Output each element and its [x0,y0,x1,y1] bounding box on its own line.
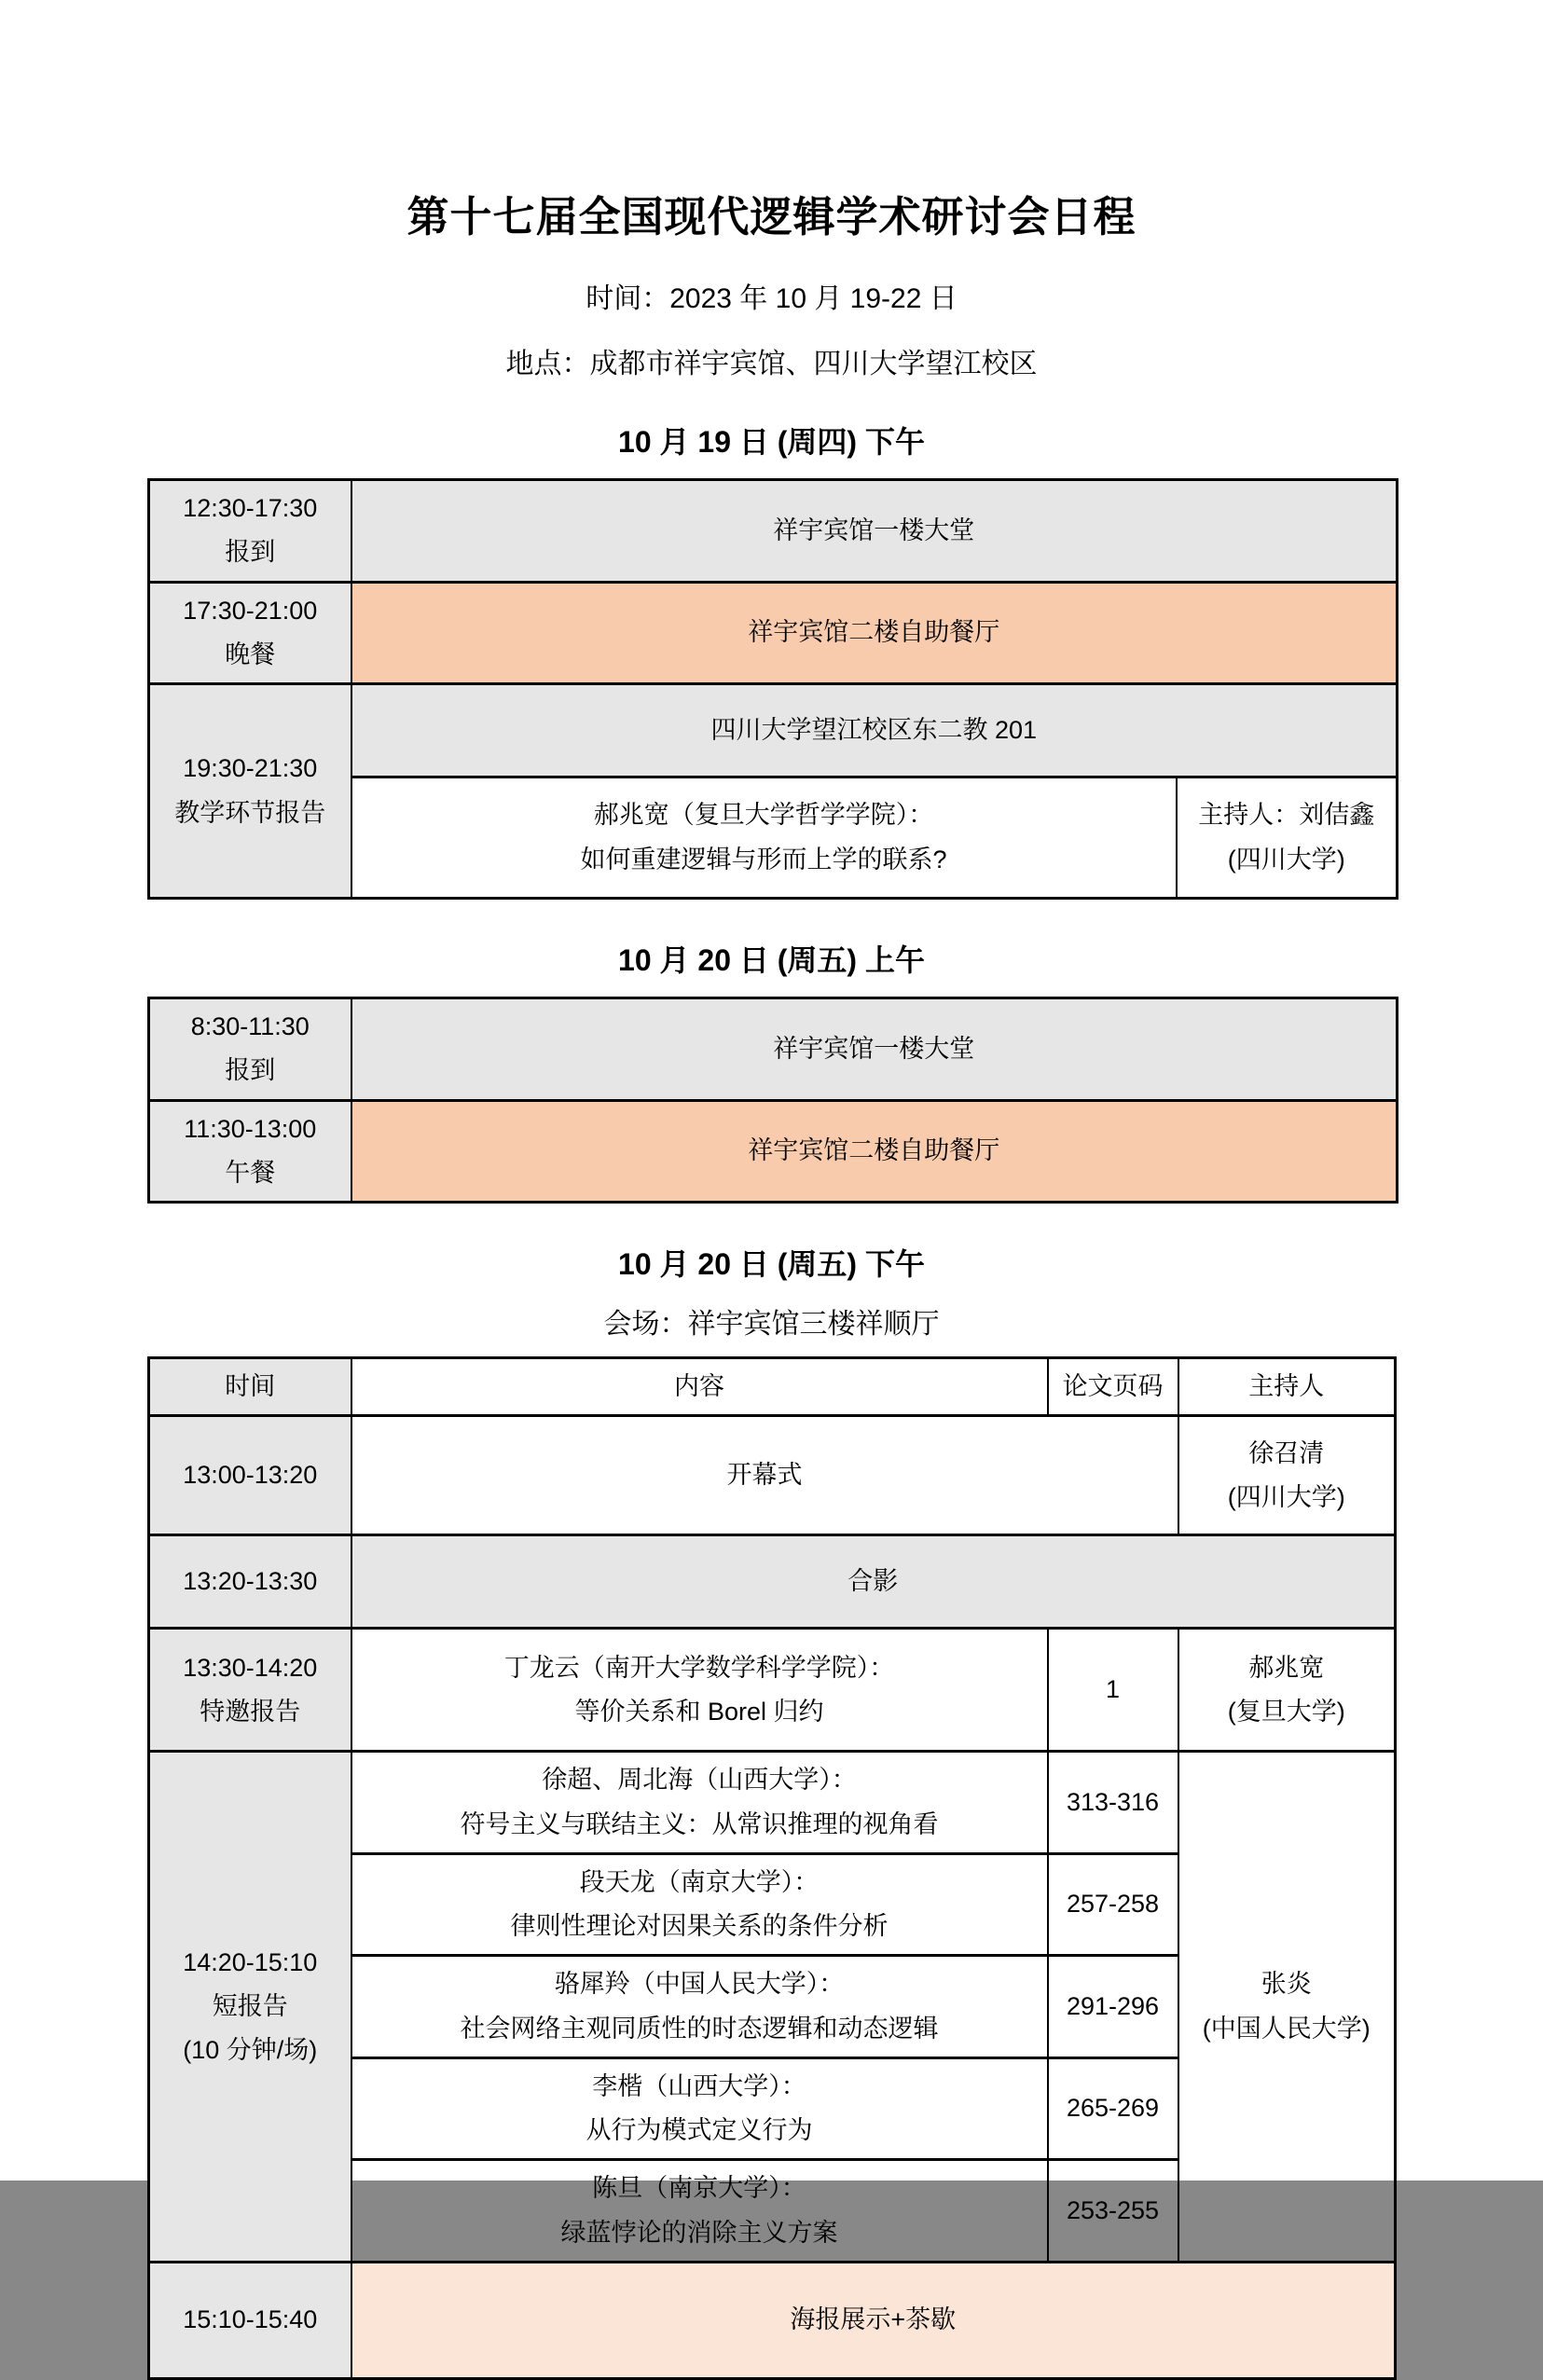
schedule-table-oct19 [147,478,1398,900]
section-heading-oct20-pm: 10 月 20 日 (周五) 下午 [618,1247,925,1281]
host-cell [1178,1416,1396,1535]
time-label: 短报告 [212,1991,288,2020]
schedule-table-oct20-pm [147,1356,1397,2380]
page-title: 第十七届全国现代逻辑学术研讨会日程 [406,193,1137,241]
talk-speaker: 骆犀羚（中国人民大学）： [554,1970,845,1999]
talk-speaker: 徐超、周北海（山西大学）： [542,1766,857,1795]
host-name: 张炎 [1261,1970,1312,1999]
time-label: 报到 [225,538,276,567]
time-cell [149,1752,351,2263]
content-cell: 祥宇宾馆二楼自助餐厅 [351,1100,1398,1203]
talk-cell [351,1956,1048,2058]
host-cell [1177,777,1398,899]
host-affiliation: (复旦大学) [1227,1697,1345,1726]
time-cell: 15:10-15:40 [149,2262,351,2378]
table-header-row [149,1358,1396,1416]
table-row [149,1416,1396,1535]
table-row [149,684,1398,777]
pages-cell: 313-316 [1048,1752,1178,1854]
pages-cell: 1 [1048,1629,1178,1752]
table-row [149,480,1398,583]
time-cell [149,684,351,899]
table-row [149,1535,1396,1629]
host-affiliation: (四川大学) [1227,1482,1345,1511]
pages-cell: 257-258 [1048,1853,1178,1956]
talk-cell [351,1752,1048,1854]
talk-cell [351,777,1177,899]
time-range: 14:20-15:10 [183,1947,318,1976]
host-affiliation: (中国人民大学) [1202,2014,1371,2043]
pages-cell: 253-255 [1048,2160,1178,2263]
meta-location-line: 地点：成都市祥宇宾馆、四川大学望江校区 [505,349,1038,379]
time-cell [149,582,351,684]
time-cell [149,998,351,1101]
table-row [149,1100,1398,1203]
time-label: 午餐 [225,1158,276,1187]
talk-speaker: 李楷（山西大学）： [592,2071,806,2100]
time-cell [149,480,351,583]
pages-cell: 265-269 [1048,2057,1178,2160]
content-cell: 祥宇宾馆一楼大堂 [351,480,1398,583]
content-cell: 开幕式 [351,1416,1178,1535]
talk-title: 从行为模式定义行为 [586,2116,813,2144]
schedule-table-oct20-am [147,997,1398,1204]
table-row [149,2262,1396,2378]
column-header-time: 时间 [149,1358,351,1416]
content-cell: 祥宇宾馆二楼自助餐厅 [351,582,1398,684]
talk-title: 符号主义与联结主义：从常识推理的视角看 [460,1809,939,1838]
talk-speaker: 丁龙云（南开大学数学科学学院）： [503,1653,895,1682]
host-cell [1178,1629,1396,1752]
host-cell [1178,1752,1396,2263]
talk-title: 律则性理论对因果关系的条件分析 [510,1912,889,1940]
time-label: 晚餐 [225,640,276,668]
column-header-content: 内容 [351,1358,1048,1416]
column-header-host: 主持人 [1178,1358,1396,1416]
talk-title: 社会网络主观同质性的时态逻辑和动态逻辑 [460,2014,939,2043]
column-header-pages: 论文页码 [1048,1358,1178,1416]
content-cell: 合影 [351,1535,1396,1629]
table-row [149,998,1398,1101]
time-cell: 13:20-13:30 [149,1535,351,1629]
time-label: 报到 [225,1056,276,1085]
time-cell [149,1629,351,1752]
host-affiliation: (四川大学) [1227,845,1345,874]
time-range: 8:30-11:30 [190,1012,310,1040]
talk-cell [351,2057,1048,2160]
time-note: (10 分钟/场) [183,2036,318,2065]
time-cell: 13:00-13:20 [149,1416,351,1535]
table-row [149,1629,1396,1752]
talk-cell [351,2160,1048,2263]
talk-speaker: 段天龙（南京大学）： [579,1867,820,1896]
time-range: 11:30-13:00 [184,1114,317,1143]
time-range: 17:30-21:00 [183,596,318,625]
host-name: 主持人：刘佶鑫 [1198,801,1375,830]
time-label: 特邀报告 [200,1697,301,1726]
time-range: 13:30-14:20 [183,1653,318,1682]
meta-time-line: 时间：2023 年 10 月 19-22 日 [586,283,957,314]
section-heading-oct19-pm: 10 月 19 日 (周四) 下午 [618,425,925,459]
time-label: 教学环节报告 [174,798,326,827]
talk-title: 如何重建逻辑与形而上学的联系? [580,845,947,874]
table-row [149,1752,1396,1854]
time-range: 12:30-17:30 [183,494,318,522]
host-name: 徐召清 [1248,1438,1325,1467]
time-range: 19:30-21:30 [183,754,318,783]
pages-cell: 291-296 [1048,1956,1178,2058]
talk-cell [351,1629,1048,1752]
venue-cell: 四川大学望江校区东二教 201 [351,684,1398,777]
talk-speaker: 郝兆宽（复旦大学哲学学院）： [593,801,934,830]
talk-speaker: 陈旦（南京大学）： [592,2174,806,2203]
section-heading-oct20-am: 10 月 20 日 (周五) 上午 [618,943,925,977]
talk-title: 绿蓝悖论的消除主义方案 [560,2218,838,2247]
session-venue-line: 会场：祥宇宾馆三楼祥顺厅 [603,1309,940,1340]
time-cell [149,1100,351,1203]
table-row [149,582,1398,684]
content-cell: 海报展示+茶歇 [351,2262,1396,2378]
content-cell: 祥宇宾馆一楼大堂 [351,998,1398,1101]
host-name: 郝兆宽 [1248,1653,1325,1682]
talk-cell [351,1853,1048,1956]
talk-title: 等价关系和 Borel 归约 [574,1697,824,1726]
